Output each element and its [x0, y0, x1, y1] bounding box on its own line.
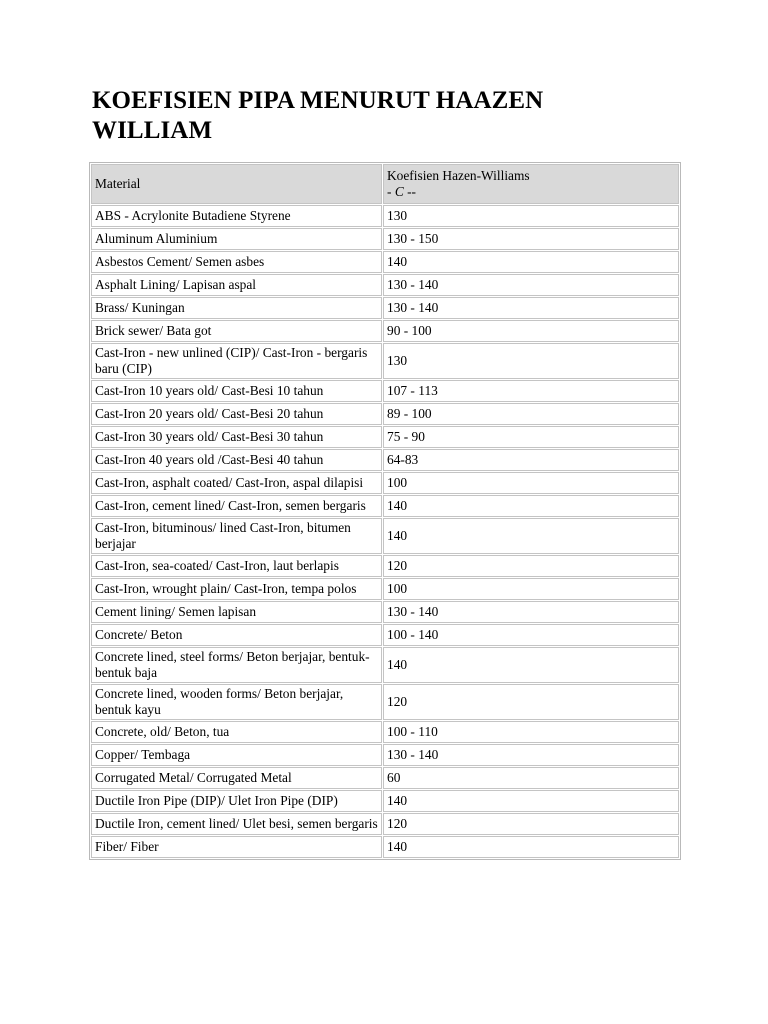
header-coefficient-prefix: -	[387, 184, 395, 199]
material-cell: Cement lining/ Semen lapisan	[91, 601, 382, 623]
material-cell: Concrete lined, steel forms/ Beton berjajar, bentuk-bentuk baja	[91, 647, 382, 683]
hazen-williams-coefficient-table	[89, 162, 681, 860]
material-cell: Concrete, old/ Beton, tua	[91, 721, 382, 743]
material-cell: Brick sewer/ Bata got	[91, 320, 382, 342]
coefficient-table-container	[89, 162, 680, 860]
coefficient-cell: 130 - 140	[383, 601, 679, 623]
table-row	[91, 297, 679, 319]
material-cell: Cast-Iron 10 years old/ Cast-Besi 10 tahun	[91, 380, 382, 402]
material-cell: Cast-Iron 30 years old/ Cast-Besi 30 tahun	[91, 426, 382, 448]
table-row	[91, 813, 679, 835]
table-row	[91, 721, 679, 743]
material-cell: Ductile Iron, cement lined/ Ulet besi, semen bergaris	[91, 813, 382, 835]
table-row	[91, 684, 679, 720]
table-row	[91, 836, 679, 858]
coefficient-cell: 130 - 140	[383, 297, 679, 319]
table-row	[91, 495, 679, 517]
coefficient-cell: 100 - 140	[383, 624, 679, 646]
table-row	[91, 380, 679, 402]
table-row	[91, 744, 679, 766]
material-cell: Cast-Iron 20 years old/ Cast-Besi 20 tahun	[91, 403, 382, 425]
material-cell: Cast-Iron 40 years old /Cast-Besi 40 tahun	[91, 449, 382, 471]
table-header-row	[91, 164, 679, 204]
coefficient-cell: 60	[383, 767, 679, 789]
table-row	[91, 472, 679, 494]
material-cell: Cast-Iron, wrought plain/ Cast-Iron, tempa polos	[91, 578, 382, 600]
table-row	[91, 767, 679, 789]
table-row	[91, 601, 679, 623]
material-cell: Aluminum Aluminium	[91, 228, 382, 250]
table-row	[91, 228, 679, 250]
table-row	[91, 251, 679, 273]
coefficient-cell: 120	[383, 813, 679, 835]
material-cell: Cast-Iron, asphalt coated/ Cast-Iron, aspal dilapisi	[91, 472, 382, 494]
table-body	[91, 205, 679, 858]
coefficient-cell: 100 - 110	[383, 721, 679, 743]
table-row	[91, 555, 679, 577]
coefficient-cell: 130 - 140	[383, 274, 679, 296]
table-row	[91, 426, 679, 448]
material-cell: Ductile Iron Pipe (DIP)/ Ulet Iron Pipe (DIP)	[91, 790, 382, 812]
coefficient-cell: 130 - 150	[383, 228, 679, 250]
coefficient-cell: 64-83	[383, 449, 679, 471]
table-row	[91, 274, 679, 296]
material-cell: ABS - Acrylonite Butadiene Styrene	[91, 205, 382, 227]
header-coefficient-line2	[387, 184, 675, 200]
table-row	[91, 449, 679, 471]
table-row	[91, 205, 679, 227]
page-title: KOEFISIEN PIPA MENURUT HAAZEN WILLIAM	[92, 87, 544, 144]
header-coefficient-suffix: --	[403, 184, 417, 199]
table-row	[91, 790, 679, 812]
coefficient-cell: 140	[383, 518, 679, 554]
coefficient-cell: 140	[383, 790, 679, 812]
header-coefficient-line1: Koefisien Hazen-Williams	[387, 168, 530, 183]
coefficient-cell: 120	[383, 684, 679, 720]
table-row	[91, 624, 679, 646]
header-material: Material	[91, 164, 382, 204]
coefficient-cell: 90 - 100	[383, 320, 679, 342]
material-cell: Brass/ Kuningan	[91, 297, 382, 319]
material-cell: Cast-Iron, cement lined/ Cast-Iron, semen bergaris	[91, 495, 382, 517]
coefficient-cell: 130 - 140	[383, 744, 679, 766]
coefficient-cell: 130	[383, 343, 679, 379]
material-cell: Cast-Iron - new unlined (CIP)/ Cast-Iron - bergaris baru (CIP)	[91, 343, 382, 379]
coefficient-cell: 140	[383, 836, 679, 858]
coefficient-cell: 140	[383, 647, 679, 683]
coefficient-cell: 120	[383, 555, 679, 577]
material-cell: Corrugated Metal/ Corrugated Metal	[91, 767, 382, 789]
material-cell: Cast-Iron, bituminous/ lined Cast-Iron, bitumen berjajar	[91, 518, 382, 554]
coefficient-cell: 89 - 100	[383, 403, 679, 425]
material-cell: Cast-Iron, sea-coated/ Cast-Iron, laut berlapis	[91, 555, 382, 577]
material-cell: Concrete lined, wooden forms/ Beton berjajar, bentuk kayu	[91, 684, 382, 720]
material-cell: Asphalt Lining/ Lapisan aspal	[91, 274, 382, 296]
header-coefficient-symbol: C	[394, 184, 404, 199]
material-cell: Fiber/ Fiber	[91, 836, 382, 858]
table-row	[91, 343, 679, 379]
coefficient-cell: 107 - 113	[383, 380, 679, 402]
material-cell: Asbestos Cement/ Semen asbes	[91, 251, 382, 273]
header-coefficient	[383, 164, 679, 204]
table-row	[91, 578, 679, 600]
table-row	[91, 320, 679, 342]
table-row	[91, 403, 679, 425]
coefficient-cell: 100	[383, 578, 679, 600]
coefficient-cell: 100	[383, 472, 679, 494]
table-row	[91, 647, 679, 683]
material-cell: Concrete/ Beton	[91, 624, 382, 646]
material-cell: Copper/ Tembaga	[91, 744, 382, 766]
coefficient-cell: 130	[383, 205, 679, 227]
coefficient-cell: 75 - 90	[383, 426, 679, 448]
coefficient-cell: 140	[383, 495, 679, 517]
table-row	[91, 518, 679, 554]
coefficient-cell: 140	[383, 251, 679, 273]
